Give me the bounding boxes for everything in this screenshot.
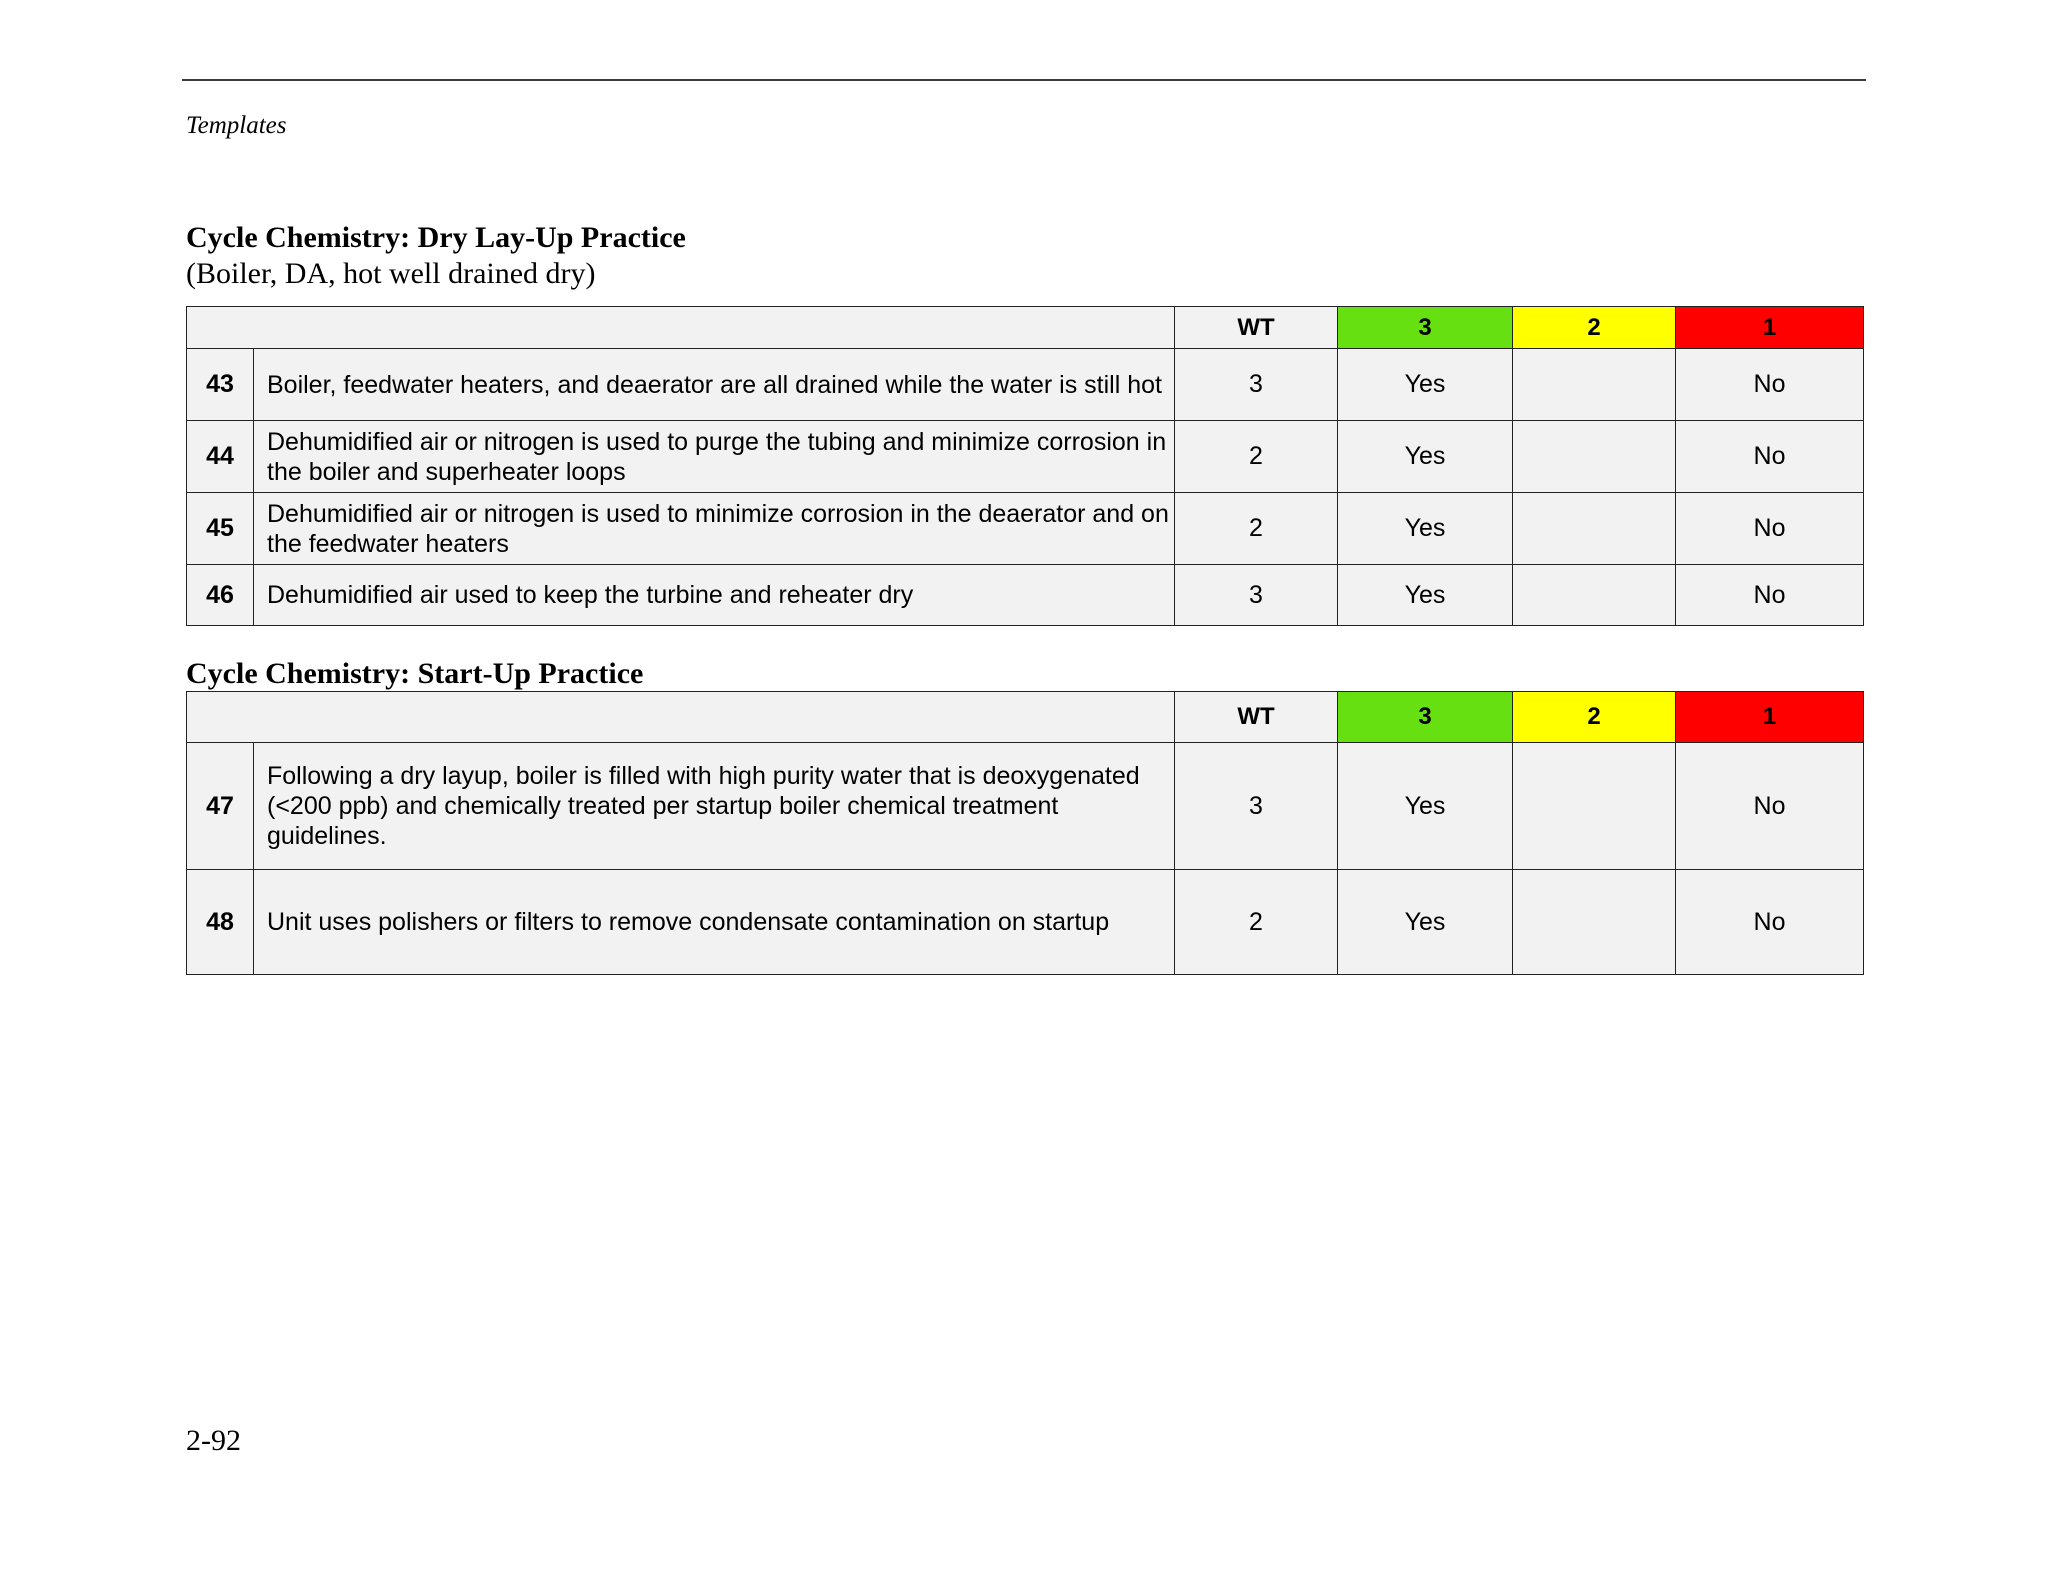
row-number: 43 bbox=[187, 349, 254, 421]
header-score-2: 2 bbox=[1513, 307, 1676, 349]
header-rule bbox=[182, 79, 1866, 81]
row-score-2 bbox=[1513, 870, 1676, 975]
row-weight: 2 bbox=[1175, 421, 1338, 493]
row-score-1: No bbox=[1676, 421, 1864, 493]
row-score-1: No bbox=[1676, 743, 1864, 870]
row-weight: 2 bbox=[1175, 493, 1338, 565]
row-score-3: Yes bbox=[1338, 743, 1513, 870]
running-head: Templates bbox=[186, 112, 287, 139]
row-score-3: Yes bbox=[1338, 349, 1513, 421]
row-description: Dehumidified air or nitrogen is used to purge the tubing and minimize corrosion in the boiler and superheater loops bbox=[254, 421, 1175, 493]
row-score-1: No bbox=[1676, 349, 1864, 421]
row-score-2 bbox=[1513, 493, 1676, 565]
header-wt: WT bbox=[1175, 692, 1338, 743]
row-weight: 3 bbox=[1175, 565, 1338, 626]
header-blank-cell bbox=[187, 307, 1175, 349]
table-row bbox=[187, 870, 1864, 975]
table-header-row bbox=[187, 307, 1864, 349]
row-score-3: Yes bbox=[1338, 870, 1513, 975]
section-title-dry-layup: Cycle Chemistry: Dry Lay-Up Practice bbox=[186, 221, 686, 254]
row-score-3: Yes bbox=[1338, 493, 1513, 565]
row-description: Following a dry layup, boiler is filled with high purity water that is deoxygenated (<200 ppb) and chemically treated per startup boiler chemical treatment guidelines. bbox=[254, 743, 1175, 870]
table-row bbox=[187, 421, 1864, 493]
row-description: Boiler, feedwater heaters, and deaerator are all drained while the water is still hot bbox=[254, 349, 1175, 421]
startup-table bbox=[186, 691, 1864, 975]
header-score-3: 3 bbox=[1338, 692, 1513, 743]
row-number: 44 bbox=[187, 421, 254, 493]
row-weight: 3 bbox=[1175, 743, 1338, 870]
table-row bbox=[187, 493, 1864, 565]
row-score-1: No bbox=[1676, 493, 1864, 565]
section-subtitle-dry-layup: (Boiler, DA, hot well drained dry) bbox=[186, 257, 596, 290]
row-description: Dehumidified air used to keep the turbine and reheater dry bbox=[254, 565, 1175, 626]
row-score-2 bbox=[1513, 421, 1676, 493]
section-title-startup: Cycle Chemistry: Start-Up Practice bbox=[186, 657, 644, 690]
header-score-3: 3 bbox=[1338, 307, 1513, 349]
header-wt: WT bbox=[1175, 307, 1338, 349]
row-score-3: Yes bbox=[1338, 421, 1513, 493]
header-blank-cell bbox=[187, 692, 1175, 743]
row-score-1: No bbox=[1676, 565, 1864, 626]
row-description: Dehumidified air or nitrogen is used to minimize corrosion in the deaerator and on the feedwater heaters bbox=[254, 493, 1175, 565]
header-score-2: 2 bbox=[1513, 692, 1676, 743]
table-header-row bbox=[187, 692, 1864, 743]
table-row bbox=[187, 349, 1864, 421]
header-score-1: 1 bbox=[1676, 307, 1864, 349]
row-number: 48 bbox=[187, 870, 254, 975]
row-description: Unit uses polishers or filters to remove condensate contamination on startup bbox=[254, 870, 1175, 975]
row-number: 45 bbox=[187, 493, 254, 565]
dry-layup-table bbox=[186, 306, 1864, 626]
header-score-1: 1 bbox=[1676, 692, 1864, 743]
row-score-1: No bbox=[1676, 870, 1864, 975]
page-number: 2-92 bbox=[186, 1424, 241, 1457]
table-row bbox=[187, 565, 1864, 626]
row-number: 47 bbox=[187, 743, 254, 870]
row-score-2 bbox=[1513, 743, 1676, 870]
row-score-2 bbox=[1513, 349, 1676, 421]
table-row bbox=[187, 743, 1864, 870]
row-number: 46 bbox=[187, 565, 254, 626]
row-weight: 3 bbox=[1175, 349, 1338, 421]
row-score-3: Yes bbox=[1338, 565, 1513, 626]
row-weight: 2 bbox=[1175, 870, 1338, 975]
row-score-2 bbox=[1513, 565, 1676, 626]
